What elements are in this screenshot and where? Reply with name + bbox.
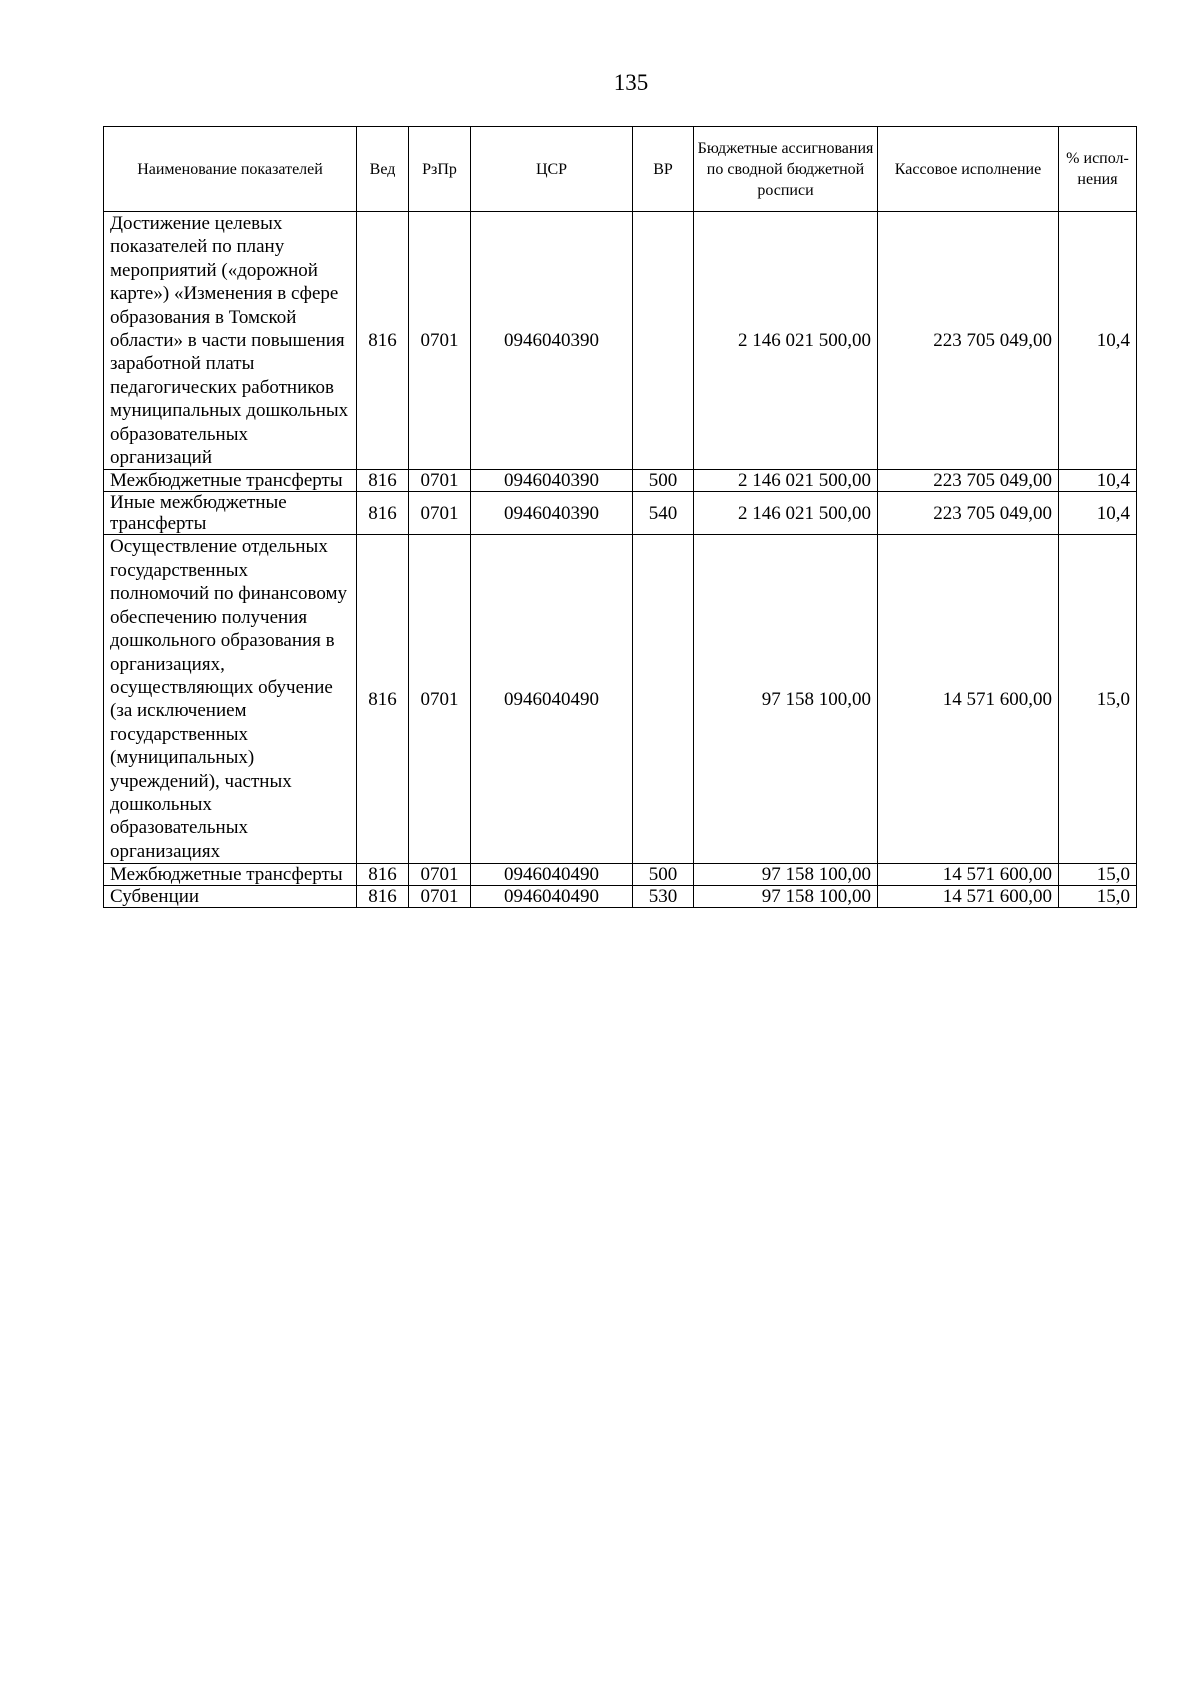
header-cash: Кассовое исполнение bbox=[878, 127, 1059, 212]
row-percent: 10,4 bbox=[1059, 492, 1137, 535]
table-row bbox=[104, 535, 1137, 864]
row-assignments: 2 146 021 500,00 bbox=[694, 492, 878, 535]
table-row bbox=[104, 886, 1137, 908]
row-rzpr: 0701 bbox=[409, 212, 471, 470]
row-rzpr: 0701 bbox=[409, 535, 471, 864]
row-name: Осуществление отдельных государственных полномочий по финансовому обеспечению получения дошкольного образования в организациях, осуществляющих обучение (за исключением государственных (муниципальных) учреждений), частных дошкольных образовательных организациях bbox=[104, 535, 357, 864]
row-ved: 816 bbox=[357, 535, 409, 864]
row-name: Субвенции bbox=[104, 886, 357, 908]
row-csr: 0946040390 bbox=[471, 492, 633, 535]
row-assignments: 97 158 100,00 bbox=[694, 864, 878, 886]
row-percent: 10,4 bbox=[1059, 470, 1137, 492]
budget-execution-table bbox=[103, 126, 1137, 908]
row-rzpr: 0701 bbox=[409, 864, 471, 886]
table-row bbox=[104, 470, 1137, 492]
row-vr bbox=[633, 212, 694, 470]
row-csr: 0946040390 bbox=[471, 470, 633, 492]
row-cash: 223 705 049,00 bbox=[878, 492, 1059, 535]
row-assignments: 97 158 100,00 bbox=[694, 886, 878, 908]
row-rzpr: 0701 bbox=[409, 492, 471, 535]
row-assignments: 2 146 021 500,00 bbox=[694, 470, 878, 492]
header-name: Наименование показателей bbox=[104, 127, 357, 212]
table-row bbox=[104, 864, 1137, 886]
header-percent: % испол-нения bbox=[1059, 127, 1137, 212]
row-ved: 816 bbox=[357, 886, 409, 908]
row-ved: 816 bbox=[357, 212, 409, 470]
row-rzpr: 0701 bbox=[409, 470, 471, 492]
row-cash: 14 571 600,00 bbox=[878, 886, 1059, 908]
row-rzpr: 0701 bbox=[409, 886, 471, 908]
row-cash: 14 571 600,00 bbox=[878, 535, 1059, 864]
row-name: Достижение целевых показателей по плану мероприятий («дорожной карте») «Изменения в сфере образования в Томской области» в части повышения заработной платы педагогических работников муниципальных дошкольных образовательных организаций bbox=[104, 212, 357, 470]
row-assignments: 97 158 100,00 bbox=[694, 535, 878, 864]
row-percent: 15,0 bbox=[1059, 864, 1137, 886]
row-cash: 14 571 600,00 bbox=[878, 864, 1059, 886]
page-number: 135 bbox=[613, 70, 649, 95]
header-rzpr: РзПр bbox=[409, 127, 471, 212]
row-ved: 816 bbox=[357, 864, 409, 886]
header-vr: ВР bbox=[633, 127, 694, 212]
row-vr: 530 bbox=[633, 886, 694, 908]
row-assignments: 2 146 021 500,00 bbox=[694, 212, 878, 470]
table-row bbox=[104, 492, 1137, 535]
row-percent: 15,0 bbox=[1059, 886, 1137, 908]
header-csr: ЦСР bbox=[471, 127, 633, 212]
row-csr: 0946040490 bbox=[471, 886, 633, 908]
row-csr: 0946040390 bbox=[471, 212, 633, 470]
header-ved: Вед bbox=[357, 127, 409, 212]
row-csr: 0946040490 bbox=[471, 864, 633, 886]
header-assignments: Бюджетные ассигнования по сводной бюджетной росписи bbox=[694, 127, 878, 212]
row-cash: 223 705 049,00 bbox=[878, 470, 1059, 492]
table-row bbox=[104, 212, 1137, 470]
row-name: Межбюджетные трансферты bbox=[104, 864, 357, 886]
row-ved: 816 bbox=[357, 470, 409, 492]
row-name: Межбюджетные трансферты bbox=[104, 470, 357, 492]
row-ved: 816 bbox=[357, 492, 409, 535]
row-name: Иные межбюджетные трансферты bbox=[104, 492, 357, 535]
row-cash: 223 705 049,00 bbox=[878, 212, 1059, 470]
row-vr: 540 bbox=[633, 492, 694, 535]
row-percent: 15,0 bbox=[1059, 535, 1137, 864]
row-percent: 10,4 bbox=[1059, 212, 1137, 470]
table-header-row bbox=[104, 127, 1137, 212]
row-vr: 500 bbox=[633, 470, 694, 492]
row-vr: 500 bbox=[633, 864, 694, 886]
row-csr: 0946040490 bbox=[471, 535, 633, 864]
row-vr bbox=[633, 535, 694, 864]
